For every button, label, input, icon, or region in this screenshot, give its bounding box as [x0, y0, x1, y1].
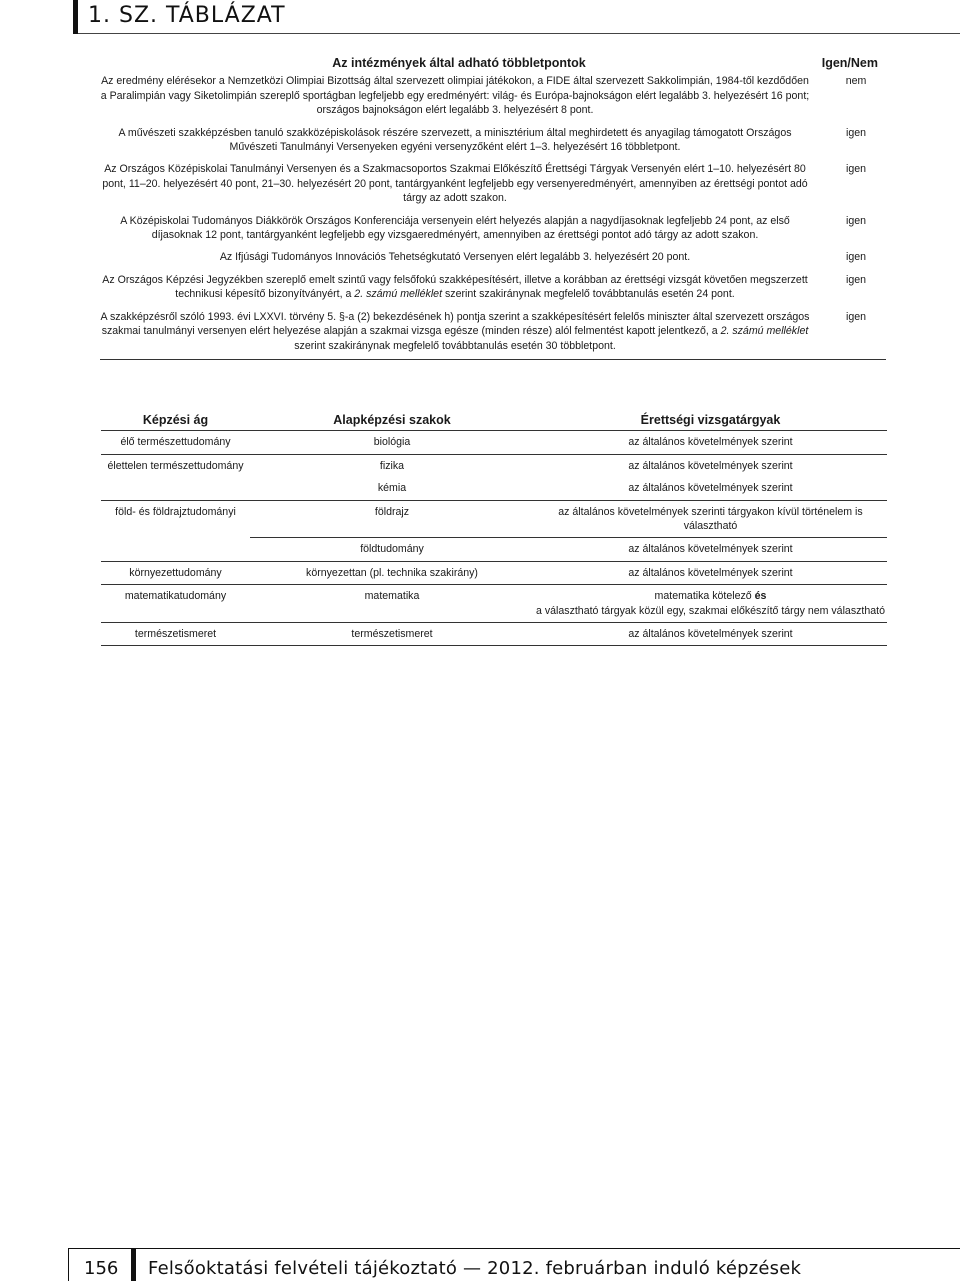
exam-cell: az általános követelmények szerinti tárgyakon kívül történelem is választható	[534, 500, 887, 538]
table1-header-yes-no: Igen/Nem	[821, 56, 878, 70]
row-description: A Középiskolai Tudományos Diákkörök Országos Konferenciája versenyein elért helyezés alapján a nagydíjasoknak legfeljebb 24 pont, az első díjasoknak 12 pont, tantárgyanként legfeljebb egy vizsgaeredményért, amennyiben az érettségi pontot adó tárgy az adott szakon.	[120, 214, 790, 242]
page-title: 1. SZ. TÁBLÁZAT	[88, 3, 286, 28]
program-cell: földrajz	[250, 500, 534, 538]
field-cell: környezettudomány	[101, 561, 250, 584]
row-description: Az Országos Képzési Jegyzékben szereplő emelt szintű vagy felsőfokú szakképesítésért, illetve a korábban az érettségi vizsgát követően megszerzett technikusi képesítő bizonyítványért, a 2. számú melléklet szerint szakiránynak megfelelő továbbtanulás esetén 24 pont.	[102, 273, 808, 301]
footer-rule-left	[68, 1248, 69, 1281]
table-row	[100, 310, 886, 360]
exam-cell: matematika kötelező és a választható tárgyak közül egy, szakmai előkészítő tárgy nem választható	[534, 585, 887, 623]
row-description: A művészeti szakképzésben tanuló szakközépiskolások részére szervezett, a minisztérium által meghirdetett és anyagilag támogatott Országos Művészeti Tanulmányi Versenyeken egyéni versenyzőként elért 1–3. helyezésért 16 többletpont.	[118, 126, 792, 154]
table-row	[100, 273, 886, 310]
footer-rule-mid	[131, 1248, 136, 1281]
exam-cell: az általános követelmények szerint	[628, 482, 793, 495]
table1-header-description: Az intézmények által adható többletpontok	[332, 56, 586, 70]
table-row	[100, 74, 886, 125]
table2-header-field: Képzési ág	[101, 410, 250, 431]
row-value: igen	[845, 163, 867, 176]
row-value: igen	[845, 126, 867, 139]
program-cell: földtudomány	[250, 538, 534, 561]
row-description: Az Országos Középiskolai Tanulmányi Versenyen és a Szakmacsoportos Szakmai Előkészítő Érettségi Tárgyak Versenyén elért 1–10. helyezésért 80 pont, 11–20. helyezésért 40 pont, 21–30. helyezésért 20 pont, tantárgyanként legfeljebb egy versenyeredményért, amennyiben az érettségi pontot adó tárgy az adott szakon.	[102, 163, 808, 205]
bonus-points-table	[100, 56, 886, 360]
program-cell: fizika	[250, 454, 534, 477]
table-row	[101, 500, 887, 538]
field-cell: matematikatudomány	[101, 585, 250, 623]
emphasis-and: és	[754, 590, 767, 603]
row-description: Az eredmény elérésekor a Nemzetközi Olimpiai Bizottság által szervezett olimpiai játékokon, a FIDE által szervezett Sakkolimpián, 1984-től kezdődően a Paralimpián vagy Siketolimpián szereplő sportágban legfeljebb egy eredményért: világ- és Európa-bajnokságon elért legalább 3. helyezésért 16 pont; országos bajnokságon elért legalább 3. helyezésért 8 pont.	[100, 75, 810, 117]
row-description: Az Ifjúsági Tudományos Innovációs Tehetségkutató Versenyen elért legalább 3. helyezésért 20 pont.	[219, 251, 691, 264]
row-value: igen	[845, 251, 867, 264]
table-row	[101, 623, 887, 646]
exam-cell: az általános követelmények szerint	[628, 436, 793, 449]
table2-header-programs: Alapképzési szakok	[250, 410, 534, 431]
row-value: nem	[845, 75, 867, 88]
header-rule	[73, 0, 78, 34]
field-cell: élő természettudomány	[120, 436, 231, 449]
annex-reference: 2. számú melléklet	[720, 325, 809, 338]
footer-title: Felsőoktatási felvételi tájékoztató — 2012. februárban induló képzések	[148, 1258, 802, 1279]
footer-line	[68, 1248, 960, 1249]
table-row	[100, 214, 886, 251]
annex-reference: 2. számú melléklet	[354, 288, 443, 301]
program-cell: biológia	[373, 436, 411, 449]
program-cell: környezettan (pl. technika szakirány)	[250, 561, 534, 584]
row-value: igen	[818, 310, 886, 360]
program-cell: természetismeret	[250, 623, 534, 646]
page-number: 156	[84, 1258, 119, 1279]
table2-header-exam-subjects: Érettségi vizsgatárgyak	[534, 410, 887, 431]
row-description: A szakképzésről szóló 1993. évi LXXVI. törvény 5. §-a (2) bekezdésének h) pontja szerint a szakképesítésért felelős miniszter által szervezett országos szakmai tanulmányi versenyen elért helyezése alapján a szakmai vizsga egésze (minden része) alól felmentést kapott jelentkező, a 2. számú melléklet szerint szakiránynak megfelelő továbbtanulás esetén 30 többletpont.	[100, 310, 818, 360]
table-row	[101, 431, 887, 454]
row-value: igen	[845, 214, 867, 227]
table-row	[101, 585, 887, 623]
exam-cell: az általános követelmények szerint	[534, 623, 887, 646]
exam-cell: az általános követelmények szerint	[534, 561, 887, 584]
study-fields-table	[101, 410, 887, 646]
field-cell: élettelen természettudomány	[101, 454, 250, 500]
table-row	[101, 561, 887, 584]
table-row	[101, 454, 887, 477]
table-row	[100, 162, 886, 213]
header-line	[78, 33, 960, 34]
exam-cell: az általános követelmények szerint	[534, 538, 887, 561]
row-value: igen	[845, 273, 867, 286]
table-row	[100, 250, 886, 272]
table-row	[100, 126, 886, 163]
program-cell: kémia	[377, 482, 407, 495]
exam-cell: az általános követelmények szerint	[534, 454, 887, 477]
field-cell: föld- és földrajztudományi	[101, 500, 250, 561]
field-cell: természetismeret	[101, 623, 250, 646]
program-cell: matematika	[250, 585, 534, 623]
